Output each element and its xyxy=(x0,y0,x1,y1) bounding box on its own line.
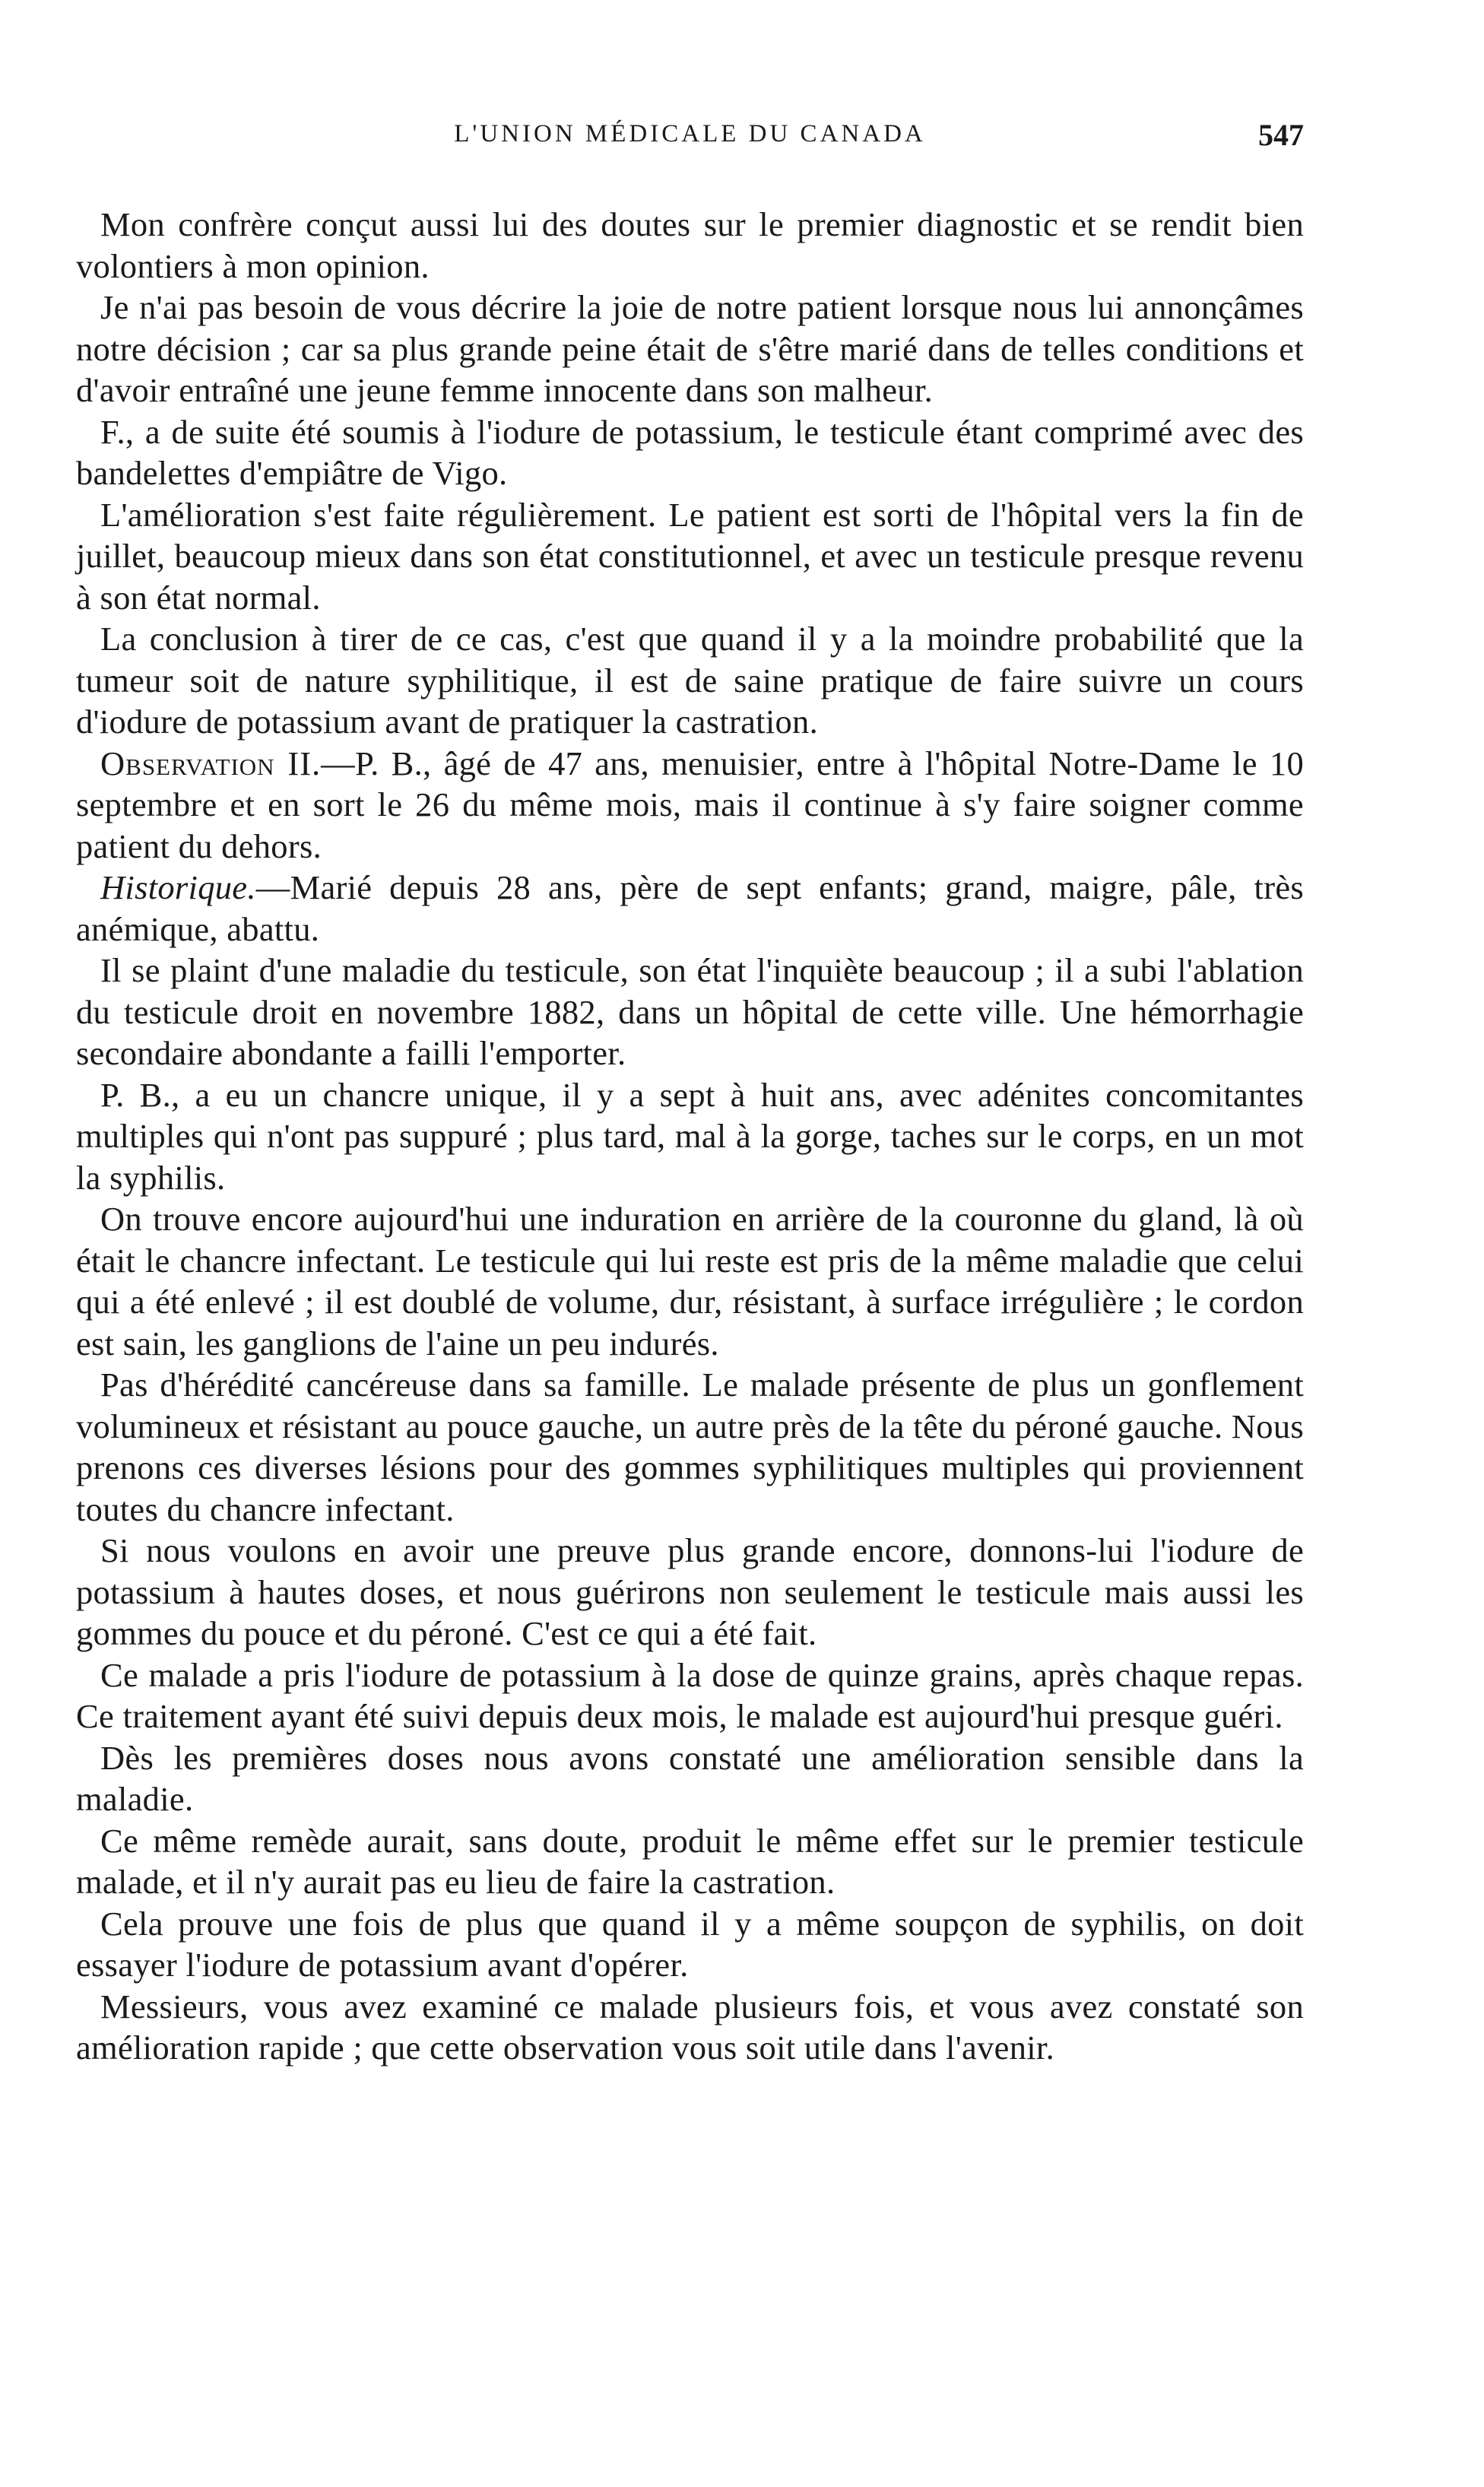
paragraph-text: Mon confrère conçut aussi lui des doutes sur le premier diagnostic et se rendit bien volontiers à mon opinion. xyxy=(76,205,1304,285)
body-text xyxy=(76,204,1304,2069)
paragraph-text: Je n'ai pas besoin de vous décrire la joie de notre patient lorsque nous lui annonçâmes notre décision ; car sa plus grande peine était de s'être marié dans de telles conditions et d'avoir entraîné une jeune femme innocente dans son malheur. xyxy=(76,288,1304,409)
page-number: 547 xyxy=(1258,118,1304,152)
paragraph-text: P. B., a eu un chancre unique, il y a sept à huit ans, avec adénites concomitantes multiples qui n'ont pas suppuré ; plus tard, mal à la gorge, taches sur le corps, en un mot la syphilis. xyxy=(76,1075,1304,1197)
paragraph-text: Ce même remède aurait, sans doute, produit le même effet sur le premier testicule malade, et il n'y aurait pas eu lieu de faire la castration. xyxy=(76,1821,1304,1901)
page-header xyxy=(76,120,1304,166)
paragraph xyxy=(76,950,1304,1074)
paragraph xyxy=(76,204,1304,287)
paragraph xyxy=(76,1986,1304,2069)
paragraph-text: F., a de suite été soumis à l'iodure de potassium, le testicule étant comprimé avec des bandelettes d'empiâtre de Vigo. xyxy=(76,412,1304,492)
paragraph xyxy=(76,1074,1304,1199)
paragraph-text: Pas d'hérédité cancéreuse dans sa famille. Le malade présente de plus un gonflement volumineux et résistant au pouce gauche, un autre près de la tête du péroné gauche. Nous prenons ces diverses lésions pour des gommes syphilitiques multiples qui proviennent toutes du chancre infectant. xyxy=(76,1366,1304,1528)
paragraph-text: —Marié depuis 28 ans, père de sept enfants; grand, maigre, pâle, très anémique, abattu. xyxy=(76,868,1304,948)
paragraph-text: Il se plaint d'une maladie du testicule, son état l'inquiète beaucoup ; il a subi l'ablation du testicule droit en novembre 1882, dans un hôpital de cette ville. Une hémorrhagie secondaire abondante a failli l'emporter. xyxy=(76,951,1304,1072)
paragraph xyxy=(76,1198,1304,1364)
paragraph xyxy=(76,1737,1304,1820)
paragraph-text: Dès les premières doses nous avons constaté une amélioration sensible dans la maladie. xyxy=(76,1738,1304,1818)
paragraph-text: Cela prouve une fois de plus que quand il y a même soupçon de syphilis, on doit essayer l'iodure de potassium avant d'opérer. xyxy=(76,1904,1304,1984)
paragraph xyxy=(76,1654,1304,1737)
paragraph xyxy=(76,618,1304,743)
paragraph-text: Si nous voulons en avoir une preuve plus grande encore, donnons-lui l'iodure de potassium à hautes doses, et nous guérirons non seulement le testicule mais aussi les gommes du pouce et du péroné. C'est ce qui a été fait. xyxy=(76,1531,1304,1652)
observation-heading: Observation II. xyxy=(100,744,322,782)
paragraph xyxy=(76,494,1304,619)
paragraph-text: On trouve encore aujourd'hui une induration en arrière de la couronne du gland, là où était le chancre infectant. Le testicule qui lui reste est pris de la même maladie que celui qui a été enlevé ; il est doublé de volume, dur, résistant, à surface irrégulière ; le cordon est sain, les ganglions de l'aine un peu indurés. xyxy=(76,1200,1304,1362)
paragraph-text: Ce malade a pris l'iodure de potassium à la dose de quinze grains, après chaque repas. Ce traitement ayant été suivi depuis deux mois, le malade est aujourd'hui presque guéri. xyxy=(76,1655,1304,1735)
paragraph-text: La conclusion à tirer de ce cas, c'est que quand il y a la moindre probabilité que la tumeur soit de nature syphilitique, il est de saine pratique de faire suivre un cours d'iodure de potassium avant de pratiquer la castration. xyxy=(76,620,1304,741)
paragraph xyxy=(76,1364,1304,1530)
paragraph-text: Messieurs, vous avez examiné ce malade plusieurs fois, et vous avez constaté son amélioration rapide ; que cette observation vous soit utile dans l'avenir. xyxy=(76,1987,1304,2067)
paragraph xyxy=(76,1820,1304,1903)
paragraph xyxy=(76,287,1304,411)
paragraph xyxy=(76,1530,1304,1654)
paragraph xyxy=(76,867,1304,950)
paragraph xyxy=(76,743,1304,868)
paragraph xyxy=(76,411,1304,494)
running-title: L'UNION MÉDICALE DU CANADA xyxy=(454,120,926,148)
paragraph-text: —P. B., âgé de 47 ans, menuisier, entre à l'hôpital Notre-Dame le 10 septembre et en sort le 26 du même mois, mais il continue à s'y faire soigner comme patient du dehors. xyxy=(76,744,1304,865)
paragraph xyxy=(76,1903,1304,1986)
section-heading-historique: Historique. xyxy=(100,868,256,906)
paragraph-text: L'amélioration s'est faite régulièrement. Le patient est sorti de l'hôpital vers la fin de juillet, beaucoup mieux dans son état constitutionnel, et avec un testicule presque revenu à son état normal. xyxy=(76,495,1304,617)
